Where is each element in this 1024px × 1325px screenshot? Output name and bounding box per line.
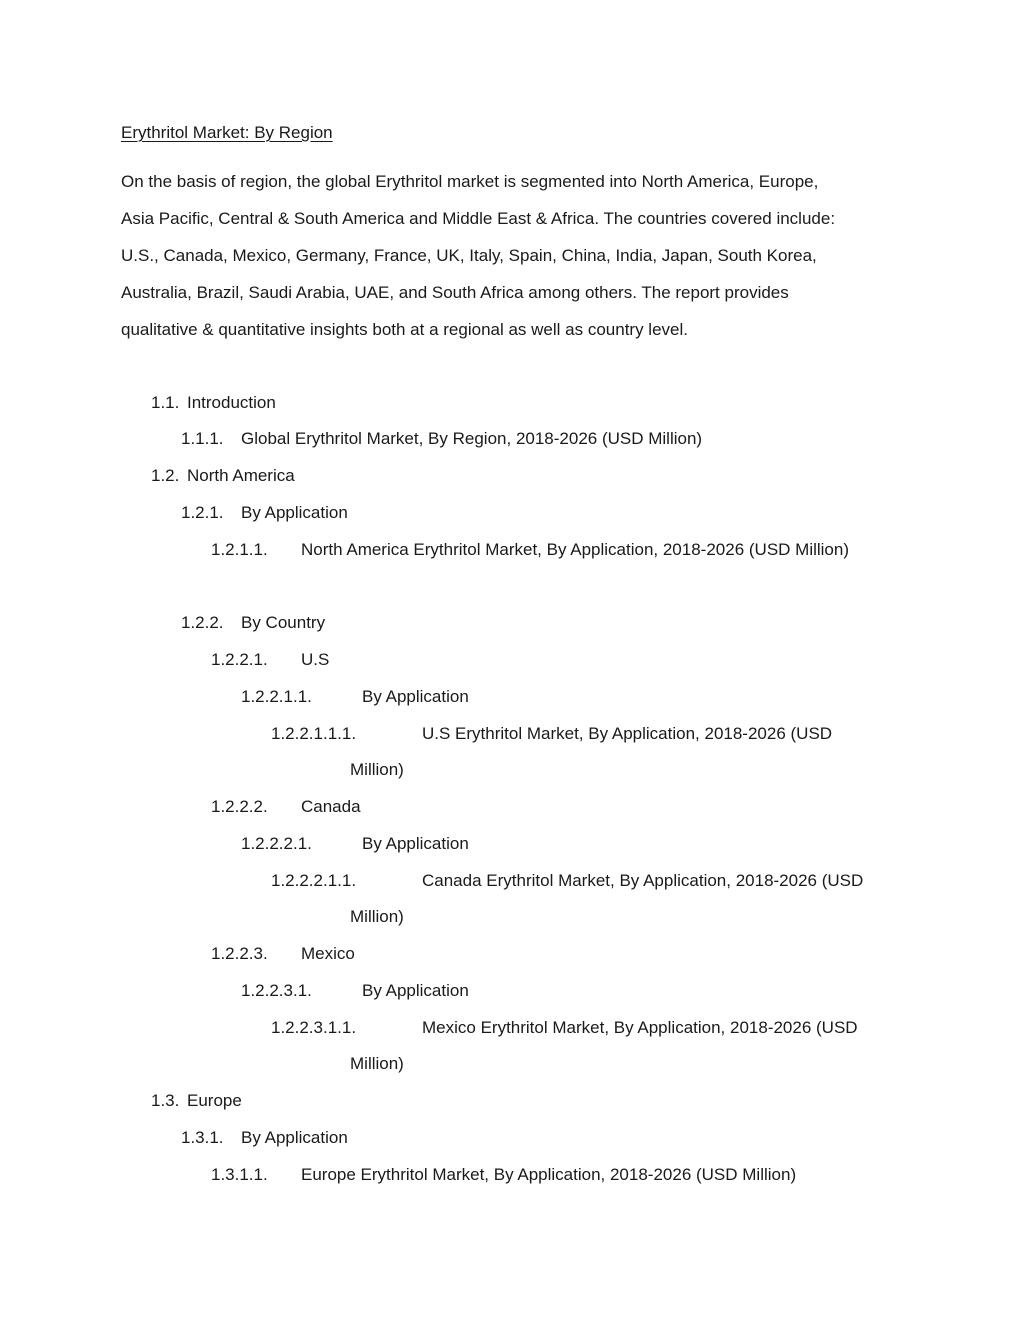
- toc-text: By Application: [362, 687, 469, 706]
- toc-number: 1.1.: [151, 393, 180, 412]
- paragraph-line: U.S., Canada, Mexico, Germany, France, UK, Italy, Spain, China, India, Japan, South Korea,: [121, 245, 817, 265]
- toc-text: Canada Erythritol Market, By Application, 2018-2026 (USD: [422, 871, 864, 890]
- paragraph-line: Australia, Brazil, Saudi Arabia, UAE, and South Africa among others. The report provides: [121, 282, 789, 302]
- toc-text: Mexico: [301, 944, 355, 963]
- paragraph-line: On the basis of region, the global Erythritol market is segmented into North America, Europe,: [121, 172, 819, 191]
- toc-number: 1.2.2.3.: [211, 944, 268, 963]
- toc-text: By Application: [241, 503, 348, 522]
- toc-number: 1.2.1.: [181, 503, 224, 522]
- toc-text-continuation: Million): [350, 907, 404, 926]
- toc-text: U.S Erythritol Market, By Application, 2018-2026 (USD: [422, 724, 833, 743]
- toc-text: Europe Erythritol Market, By Application, 2018-2026 (USD Million): [301, 1165, 797, 1184]
- toc-text-continuation: Million): [350, 1054, 404, 1073]
- toc-number: 1.2.2.2.: [211, 797, 268, 816]
- toc-number: 1.2.2.1.: [211, 650, 268, 669]
- toc-text: Mexico Erythritol Market, By Application, 2018-2026 (USD: [422, 1018, 858, 1037]
- toc-text: U.S: [301, 650, 330, 669]
- toc-text: Canada: [301, 797, 361, 816]
- toc-text: Global Erythritol Market, By Region, 2018-2026 (USD Million): [241, 429, 703, 448]
- toc-number: 1.2.: [151, 466, 180, 485]
- paragraph-line: qualitative & quantitative insights both at a regional as well as country level.: [121, 319, 688, 339]
- toc-text-continuation: Million): [350, 760, 404, 779]
- toc-text: Introduction: [187, 393, 276, 412]
- toc-text: North America Erythritol Market, By Application, 2018-2026 (USD Million): [301, 540, 849, 559]
- toc-text: By Application: [362, 981, 469, 1000]
- toc-number: 1.2.2.2.1.: [241, 834, 312, 853]
- toc-number: 1.2.2.1.1.: [241, 687, 312, 706]
- toc-text: By Application: [362, 834, 469, 853]
- toc-number: 1.3.1.: [181, 1128, 224, 1147]
- toc-number: 1.2.2.2.1.1.: [271, 871, 357, 890]
- toc-number: 1.2.1.1.: [211, 540, 268, 559]
- toc-number: 1.2.2.1.1.1.: [271, 724, 357, 743]
- paragraph-line: Asia Pacific, Central & South America and Middle East & Africa. The countries covered include:: [121, 208, 836, 228]
- toc-text: Europe: [187, 1091, 242, 1110]
- toc-text: By Country: [241, 613, 326, 632]
- toc-text: North America: [187, 466, 295, 485]
- toc-text: By Application: [241, 1128, 348, 1147]
- section-heading: Erythritol Market: By Region: [121, 123, 333, 142]
- toc-number: 1.2.2.3.1.: [241, 981, 312, 1000]
- toc-number: 1.1.1.: [181, 429, 224, 448]
- toc-number: 1.3.1.1.: [211, 1165, 268, 1184]
- toc-number: 1.2.2.: [181, 613, 224, 632]
- toc-number: 1.2.2.3.1.1.: [271, 1018, 357, 1037]
- toc-number: 1.3.: [151, 1091, 180, 1110]
